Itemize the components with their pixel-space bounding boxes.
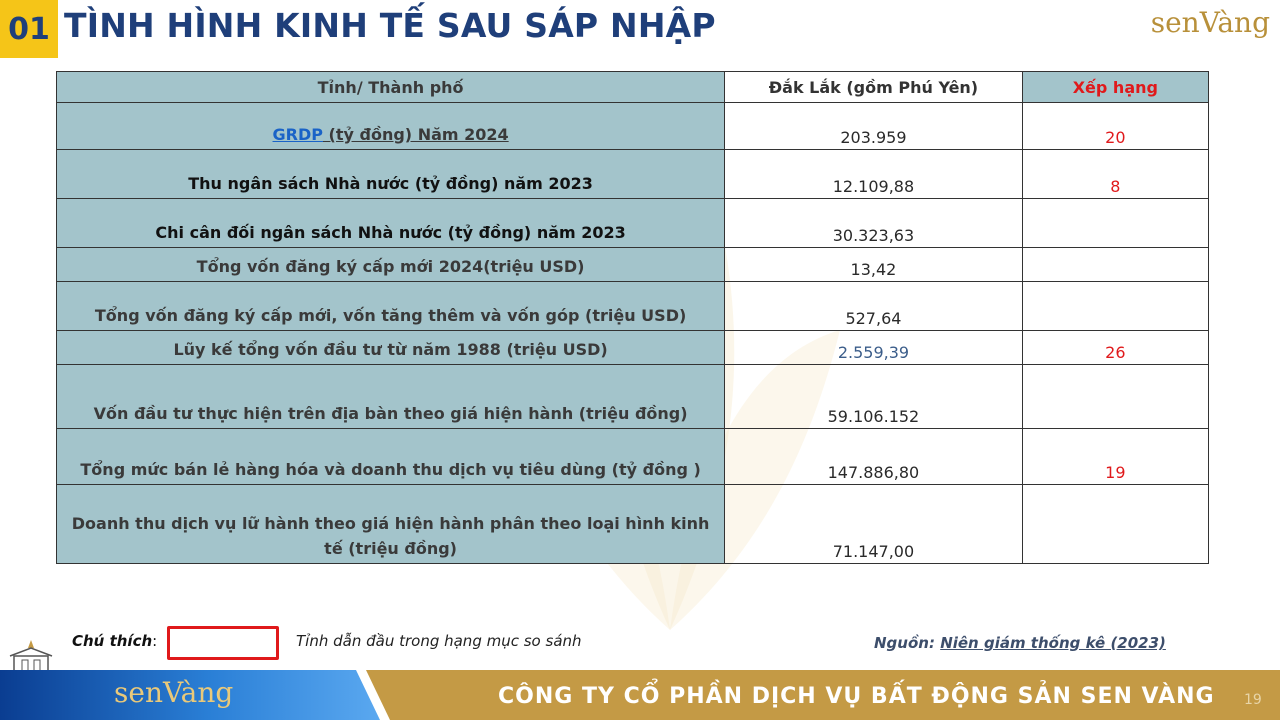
row-rank: 19 — [1022, 429, 1208, 485]
row-rank — [1022, 248, 1208, 282]
row-rank: 26 — [1022, 331, 1208, 365]
row-value: 203.959 — [725, 103, 1023, 150]
row-value: 147.886,80 — [725, 429, 1023, 485]
legend-highlight-box — [167, 626, 279, 660]
row-rank: 20 — [1022, 103, 1208, 150]
row-value: 13,42 — [725, 248, 1023, 282]
row-label: Chi cân đối ngân sách Nhà nước (tỷ đồng) năm 2023 — [57, 199, 725, 248]
section-number-badge: 01 — [0, 0, 58, 58]
row-rank — [1022, 282, 1208, 331]
column-header-province: Tỉnh/ Thành phố — [57, 72, 725, 103]
table-row — [57, 282, 1209, 331]
row-value: 59.106.152 — [725, 365, 1023, 429]
building-icon — [4, 638, 58, 672]
row-value: 30.323,63 — [725, 199, 1023, 248]
row-value: 2.559,39 — [725, 331, 1023, 365]
column-header-rank: Xếp hạng — [1022, 72, 1208, 103]
row-label: Doanh thu dịch vụ lữ hành theo giá hiện hành phân theo loại hình kinh tế (triệu đồng) — [57, 485, 725, 564]
footer-logo: senVàng — [114, 676, 234, 709]
row-label: Thu ngân sách Nhà nước (tỷ đồng) năm 2023 — [57, 150, 725, 199]
source-citation — [874, 634, 1166, 652]
row-value: 527,64 — [725, 282, 1023, 331]
table-row — [57, 103, 1209, 150]
row-label: Tổng vốn đăng ký cấp mới 2024(triệu USD) — [57, 248, 725, 282]
row-label: Tổng vốn đăng ký cấp mới, vốn tăng thêm và vốn góp (triệu USD) — [57, 282, 725, 331]
table-row — [57, 429, 1209, 485]
grdp-link[interactable]: GRDP — [272, 125, 323, 144]
table-row — [57, 331, 1209, 365]
row-label-grdp — [57, 103, 725, 150]
company-logo: senVàng — [1150, 6, 1270, 39]
row-label: Lũy kế tổng vốn đầu tư từ năm 1988 (triệu USD) — [57, 331, 725, 365]
row-rank: 8 — [1022, 150, 1208, 199]
row-rank — [1022, 485, 1208, 564]
grdp-label-rest: (tỷ đồng) Năm 2024 — [322, 125, 509, 144]
table-row — [57, 365, 1209, 429]
row-label: Vốn đầu tư thực hiện trên địa bàn theo giá hiện hành (triệu đồng) — [57, 365, 725, 429]
table-row — [57, 199, 1209, 248]
table-row — [57, 248, 1209, 282]
source-prefix: Nguồn: — [874, 634, 941, 652]
source-link[interactable]: Niên giám thống kê (2023) — [940, 634, 1166, 652]
row-rank — [1022, 199, 1208, 248]
row-value: 71.147,00 — [725, 485, 1023, 564]
page-title: TÌNH HÌNH KINH TẾ SAU SÁP NHẬP — [64, 6, 716, 45]
legend-label: Chú thích: — [72, 632, 158, 650]
footer-company-name: CÔNG TY CỔ PHẦN DỊCH VỤ BẤT ĐỘNG SẢN SEN VÀNG — [498, 684, 1215, 709]
legend-description: Tỉnh dẫn đầu trong hạng mục so sánh — [296, 632, 582, 650]
row-label: Tổng mức bán lẻ hàng hóa và doanh thu dịch vụ tiêu dùng (tỷ đồng ) — [57, 429, 725, 485]
table-row — [57, 150, 1209, 199]
row-rank — [1022, 365, 1208, 429]
row-value: 12.109,88 — [725, 150, 1023, 199]
economic-data-table — [56, 71, 1209, 564]
page-number: 19 — [1244, 692, 1262, 708]
column-header-daklak: Đắk Lắk (gồm Phú Yên) — [725, 72, 1023, 103]
table-header-row — [57, 72, 1209, 103]
table-row — [57, 485, 1209, 564]
